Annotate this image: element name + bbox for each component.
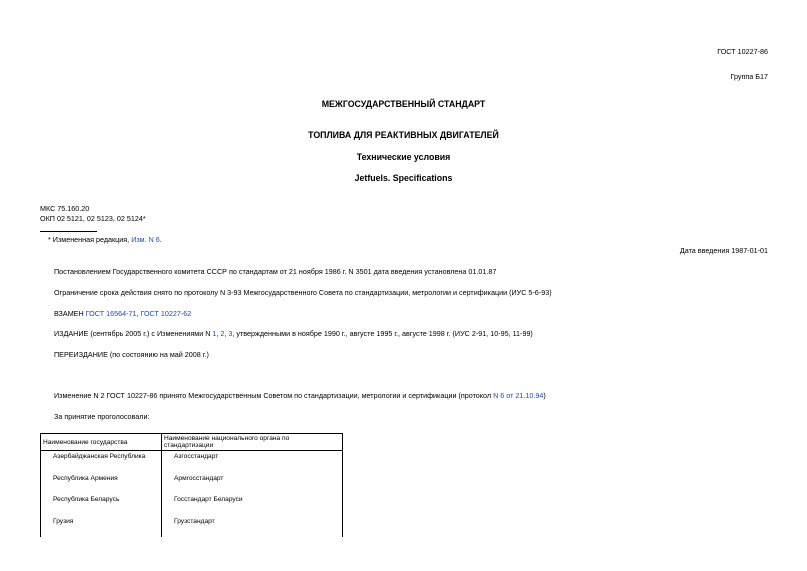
- standards-body: Госстандарт Беларуси: [162, 494, 343, 516]
- replaces-prefix: ВЗАМЕН: [54, 309, 84, 318]
- table-row: [41, 494, 343, 516]
- edition-prefix: ИЗДАНИЕ (сентябрь 2005 г.) с Изменениями N: [54, 329, 211, 338]
- okp-code: ОКП 02 5121, 02 5123, 02 5124*: [40, 214, 146, 223]
- document-subtitle: Технические условия: [356, 152, 451, 162]
- limitation-paragraph: Ограничение срока действия снято по протоколу N 3-93 Межгосударственного Совета по стандартизации, метрологии и сертификации (ИУС 5-6-93): [54, 288, 552, 297]
- change2-protocol-link[interactable]: N 6 от 21.10.94: [493, 391, 544, 400]
- table-header-row: [41, 434, 343, 451]
- standard-type: МЕЖГОСУДАРСТВЕННЫЙ СТАНДАРТ: [321, 99, 486, 109]
- standards-body: Азгосстандарт: [162, 451, 343, 473]
- footnote-end: .: [159, 235, 162, 244]
- edition-paragraph: ИЗДАНИЕ (сентябрь 2005 г.) с Изменениями N 1, 2, 3, утвержденными в ноябре 1990 г., августе 1995 г., августе 1998 г. (ИУС 2-91, 10-95, 11-99): [54, 329, 533, 338]
- state-name: Грузия: [41, 516, 162, 538]
- footnote-separator: [40, 231, 97, 232]
- table-row: [41, 473, 343, 495]
- reissue-paragraph: ПЕРЕИЗДАНИЕ (по состоянию на май 2008 г.): [54, 350, 209, 359]
- edition-change-1-link[interactable]: 1: [212, 329, 217, 338]
- intro-date: Дата введения 1987-01-01: [679, 246, 768, 255]
- change2-suffix: ): [543, 391, 546, 400]
- voted-label: За принятие проголосовали:: [54, 412, 150, 421]
- edition-change-3-link[interactable]: 3: [228, 329, 233, 338]
- change2-paragraph: [54, 391, 546, 400]
- state-name: Республика Армения: [41, 473, 162, 495]
- change2-prefix: Изменение N 2 ГОСТ 10227-86 принято Межгосударственным Советом по стандартизации, метрологии и сертификации (протокол: [54, 391, 492, 400]
- replaces-link-gost-16564[interactable]: ГОСТ 16564-71: [85, 309, 137, 318]
- state-name: Республика Беларусь: [41, 494, 162, 516]
- replaces-link-gost-10227[interactable]: ГОСТ 10227-62: [140, 309, 192, 318]
- table-row: [41, 451, 343, 473]
- decree-paragraph: Постановлением Государственного комитета СССР по стандартам от 21 ноября 1986 г. N 3501 дата введения установлена 01.01.87: [54, 267, 497, 276]
- document-title-en: Jetfuels. Specifications: [354, 173, 453, 183]
- doc-code: ГОСТ 10227-86: [717, 47, 768, 56]
- mks-code: МКС 75.160.20: [40, 204, 90, 213]
- column-header-state: Наименование государства: [41, 434, 162, 451]
- footnote: [48, 235, 162, 244]
- replaces-paragraph: [54, 309, 191, 318]
- footnote-text: * Измененная редакция,: [48, 235, 130, 244]
- state-name: Азербайджанская Республика: [41, 451, 162, 473]
- standards-body: Армгосстандарт: [162, 473, 343, 495]
- footnote-link[interactable]: Изм. N 6: [131, 235, 160, 244]
- edition-change-2-link[interactable]: 2: [220, 329, 225, 338]
- standards-body: Грузстандарт: [162, 516, 343, 538]
- document-title: ТОПЛИВА ДЛЯ РЕАКТИВНЫХ ДВИГАТЕЛЕЙ: [308, 130, 499, 140]
- table-row: [41, 516, 343, 538]
- edition-suffix: , утвержденными в ноябре 1990 г., августе 1995 г., августе 1998 г. (ИУС 2-91, 10-95, 11-99): [232, 329, 533, 338]
- states-table: [40, 433, 343, 537]
- column-header-body: Наименование национального органа по стандартизации: [162, 434, 343, 451]
- replaces-sep: ,: [136, 309, 139, 318]
- group-code: Группа Б17: [730, 72, 768, 81]
